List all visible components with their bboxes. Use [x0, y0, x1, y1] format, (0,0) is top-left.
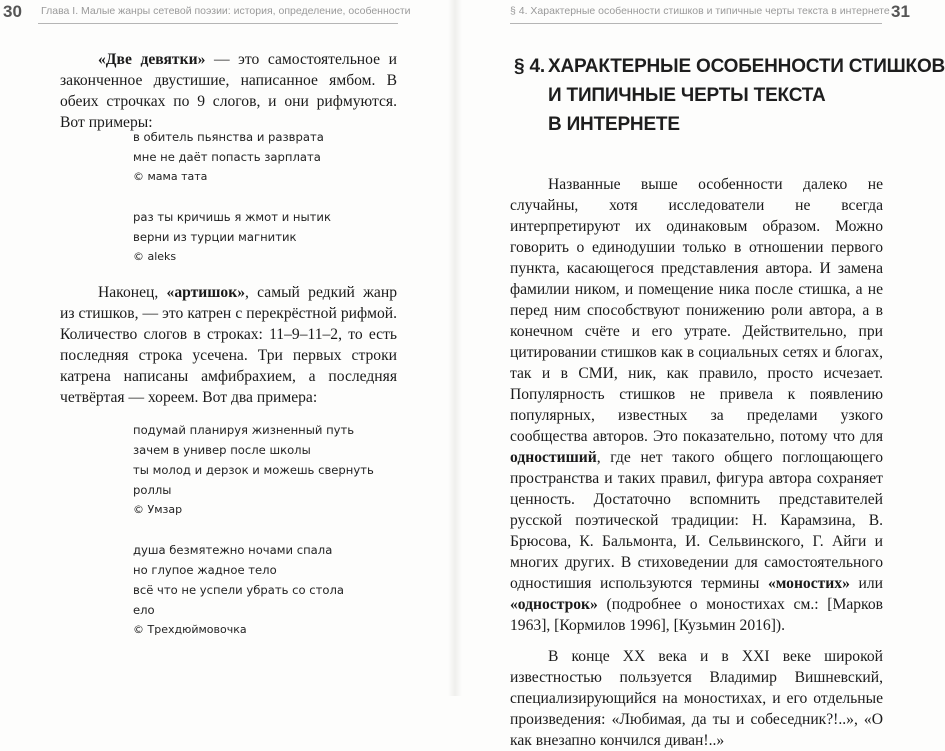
verse-line: роллы [133, 483, 172, 497]
paragraph: В конце XX века и в XXI веке широкой известностью пользуется Владимир Вишневский, специализирующийся на моностихах, и его отдельные произведения: «Любимая, да ты и собеседник?!..», «О как внезапно кончился диван!..» [510, 648, 883, 749]
term-bold: «Две девятки» [98, 51, 206, 68]
left-page [0, 0, 454, 696]
verse-gap [133, 520, 374, 540]
paragraph-two-nines [60, 49, 397, 133]
running-head: § 4. Характерные особенности стишков и типичные черты текста в интернете [510, 5, 890, 17]
verse-examples-a [133, 127, 331, 267]
term-bold: «однострок» [510, 596, 598, 613]
running-head: Глава I. Малые жанры сетевой поэзии: история, определение, особенности [41, 5, 411, 17]
verse-line: всё что не успели убрать со стола [133, 583, 345, 597]
verse-line: раз ты кричишь я жмот и нытик [133, 210, 331, 224]
paragraph-text: , самый редкий жанр из стишков, — это катрен с перекрёстной рифмой. Количество слогов в строках: 11–9–11–2, то есть последняя строка усечена. Три первых строки катрена написаны амфибрахием, а последняя четвёртая — хореем. Вот два примера: [60, 284, 397, 406]
verse-line: душа безмятежно ночами спала [133, 543, 333, 557]
paragraph-text: Названные выше особенности далеко не случайны, хотя исследователи не всегда интерпретируют их одинаковым образом. Можно говорить о единодушии только в отношении первого пункта, касающегося представления автора. И замена фамилии ником, и помещение ника после стишка, а не перед ним способствуют понижению роли автора, а в конечном счёте и его утрате. Действительно, при цитировании стишков как в социальных сетях и блогах, так и в СМИ, ник, как правило, просто исчезает. Популярность стишков не привела к появлению популярных, известных за пределами узкого сообщества авторов. Это показательно, потому что для [510, 176, 883, 445]
section-number: § 4. [514, 56, 545, 77]
term-bold: «моностих» [767, 575, 850, 592]
term-bold: одностиший [510, 449, 597, 466]
term-bold: «артишок» [166, 284, 245, 301]
section-body [510, 174, 883, 751]
paragraph [60, 49, 397, 133]
paragraph [60, 282, 397, 408]
verse-signature: © мама тата [133, 170, 208, 183]
verse-gap [133, 187, 331, 207]
verse-line: зачем в универ после школы [133, 443, 311, 457]
verse-examples-b [133, 420, 374, 640]
verse-signature: © aleks [133, 250, 177, 263]
verse-line: ты молод и дерзок и можешь свернуть [133, 463, 374, 477]
verse-signature: © Умзар [133, 503, 183, 516]
heading-text: ХАРАКТЕРНЫЕ ОСОБЕННОСТИ СТИШКОВ [548, 56, 945, 77]
verse-line: мне не даёт попасть зарплата [133, 150, 321, 164]
heading-line: В ИНТЕРНЕТЕ [548, 114, 680, 135]
verse-line: верни из турции магнитик [133, 230, 297, 244]
header-rule [510, 23, 882, 24]
page-number: 31 [891, 2, 910, 21]
paragraph-text: (подробнее о моностихах см.: [Марков 1963], [Кормилов 1996], [Кузьмин 2016]). [510, 596, 883, 634]
heading-line [514, 52, 945, 81]
section-heading [514, 52, 945, 139]
paragraph [510, 174, 883, 636]
paragraph-text: Наконец, [98, 284, 167, 301]
paragraph-text: , где нет такого общего поглощающего пространства и таких правил, фигура автора сохраняет ценность. Достаточно вспомнить представителей русской поэтической традиции: Н. Карамзина, В. Брюсова, К. Бальмонта, И. Сельвинского, Г. Айги и многих других. В стиховедении для самостоятельного одностишия используются термины [510, 449, 883, 592]
verse-line: подумай планируя жизненный путь [133, 423, 355, 437]
paragraph-artichoke [60, 282, 397, 408]
right-page [454, 0, 945, 749]
verse-signature: © Трехдюймовочка [133, 623, 247, 636]
verse-line: ело [133, 603, 155, 617]
heading-line: И ТИПИЧНЫЕ ЧЕРТЫ ТЕКСТА [548, 85, 826, 106]
paragraph-text: или [849, 575, 883, 592]
verse-line: в обитель пьянства и разврата [133, 130, 324, 144]
page-number: 30 [3, 2, 22, 21]
paragraph-text: — это самостоятельное и законченное двустишие, написанное ямбом. В обеих строчках по 9 слогов, и они рифмуются. Вот примеры: [60, 51, 398, 131]
header-rule [38, 23, 398, 24]
verse-line: но глупое жадное тело [133, 563, 277, 577]
